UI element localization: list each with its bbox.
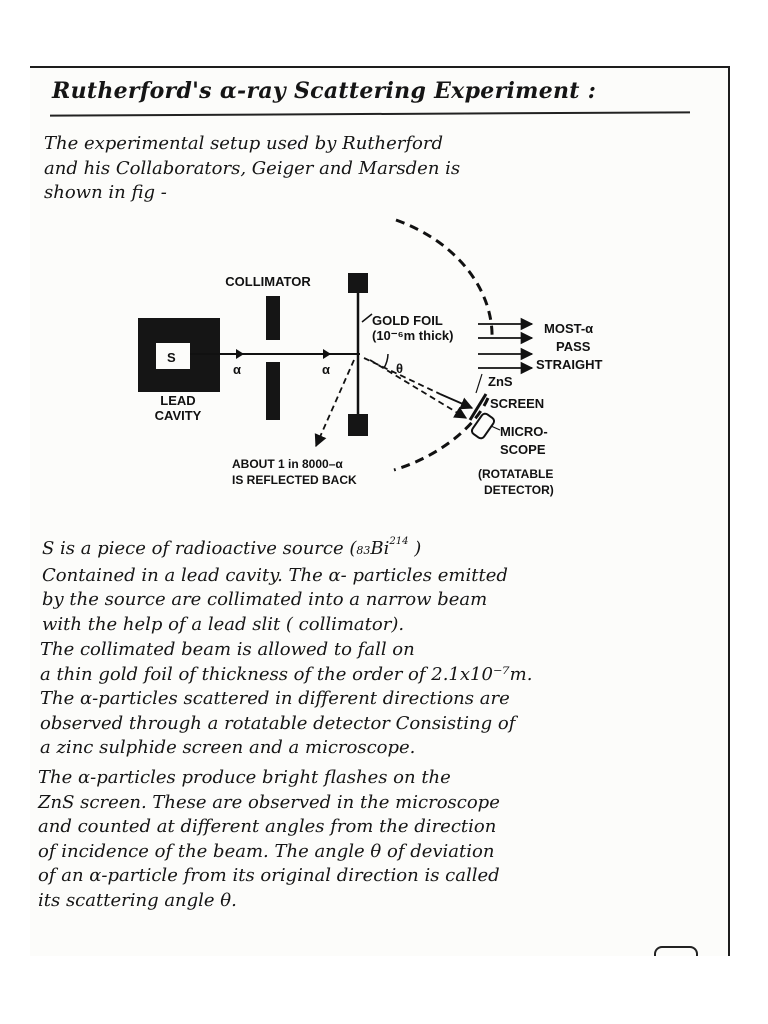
source-paragraph bbox=[42, 530, 712, 637]
reflected-label-line1: ABOUT 1 in 8000–α bbox=[232, 457, 343, 471]
collimator-lower bbox=[266, 362, 280, 420]
microscope-label-line1: MICRO- bbox=[500, 424, 548, 439]
theta-label: θ bbox=[396, 361, 404, 376]
page-title: Rutherford's α-ray Scattering Experiment : bbox=[52, 78, 597, 104]
lead-cavity-label-line1: LEAD bbox=[160, 393, 196, 408]
source-label: S bbox=[167, 350, 176, 365]
bismuth-atomic-number: 83 bbox=[356, 544, 371, 557]
microscope-pointer bbox=[491, 426, 500, 430]
zns-pointer bbox=[476, 374, 482, 393]
microscope-label-line2: SCOPE bbox=[500, 442, 546, 457]
collimator-label: COLLIMATOR bbox=[225, 274, 311, 289]
source-paragraph-text-end: ) Contained in a lead cavity. The α- particles emitted by the source are collimated into a narrow beam with the help of a lead slit ( collimator). bbox=[42, 538, 508, 635]
lead-cavity-label-line2: CAVITY bbox=[154, 408, 202, 423]
foil-thickness-label: (10⁻⁶m thick) bbox=[372, 328, 454, 343]
collimator-upper bbox=[266, 296, 280, 340]
gold-foil-paragraph: The collimated beam is allowed to fall on a thin gold foil of thickness of the order of 2.1x10⁻⁷m. The α-particles scattered in different directions are observed through a rotatable detector Consisting of a zinc sulphide screen and a microscope. bbox=[40, 639, 533, 758]
zns-label-line2: SCREEN bbox=[490, 396, 545, 411]
beam-arrow-2 bbox=[323, 349, 331, 359]
theta-arc bbox=[384, 354, 388, 368]
bismuth-symbol: Bi bbox=[370, 538, 390, 559]
gold-foil-pointer bbox=[362, 314, 372, 322]
most-pass-label-line2: PASS bbox=[556, 339, 591, 354]
most-pass-label-line1: MOST-α bbox=[544, 321, 594, 336]
scattering-angle-paragraph: The α-particles produce bright flashes on the ZnS screen. These are observed in the microscope and counted at different angles from the direction of incidence of the beam. The angle θ of deviation of an α-particle from its original direction is called its scattering angle θ. bbox=[38, 767, 500, 911]
gold-foil-holder-bottom bbox=[348, 414, 368, 436]
gold-foil-holder-top bbox=[348, 273, 368, 293]
beam-arrow-1 bbox=[236, 349, 244, 359]
notebook-page bbox=[30, 66, 730, 956]
source-paragraph-text-start: S is a piece of radioactive source ( bbox=[42, 538, 357, 559]
scatter-path-1-head bbox=[440, 394, 472, 408]
bismuth-mass-number: 214 bbox=[389, 536, 409, 547]
scatter-path-2 bbox=[370, 360, 466, 418]
alpha-label-1: α bbox=[233, 362, 241, 377]
gold-foil-label: GOLD FOIL bbox=[372, 313, 443, 328]
detector-label-line2: DETECTOR) bbox=[484, 483, 554, 497]
alpha-label-2: α bbox=[322, 362, 330, 377]
most-pass-label-line3: STRAIGHT bbox=[536, 357, 603, 372]
intro-paragraph: The experimental setup used by Rutherford and his Collaborators, Geiger and Marsden is shown in fig - bbox=[44, 133, 461, 203]
page-number-mark bbox=[654, 946, 698, 956]
zns-label-line1: ZnS bbox=[488, 374, 513, 389]
detector-label-line1: (ROTATABLE bbox=[478, 467, 554, 481]
scattering-experiment-diagram bbox=[30, 68, 730, 518]
reflected-label-line2: IS REFLECTED BACK bbox=[232, 473, 357, 487]
